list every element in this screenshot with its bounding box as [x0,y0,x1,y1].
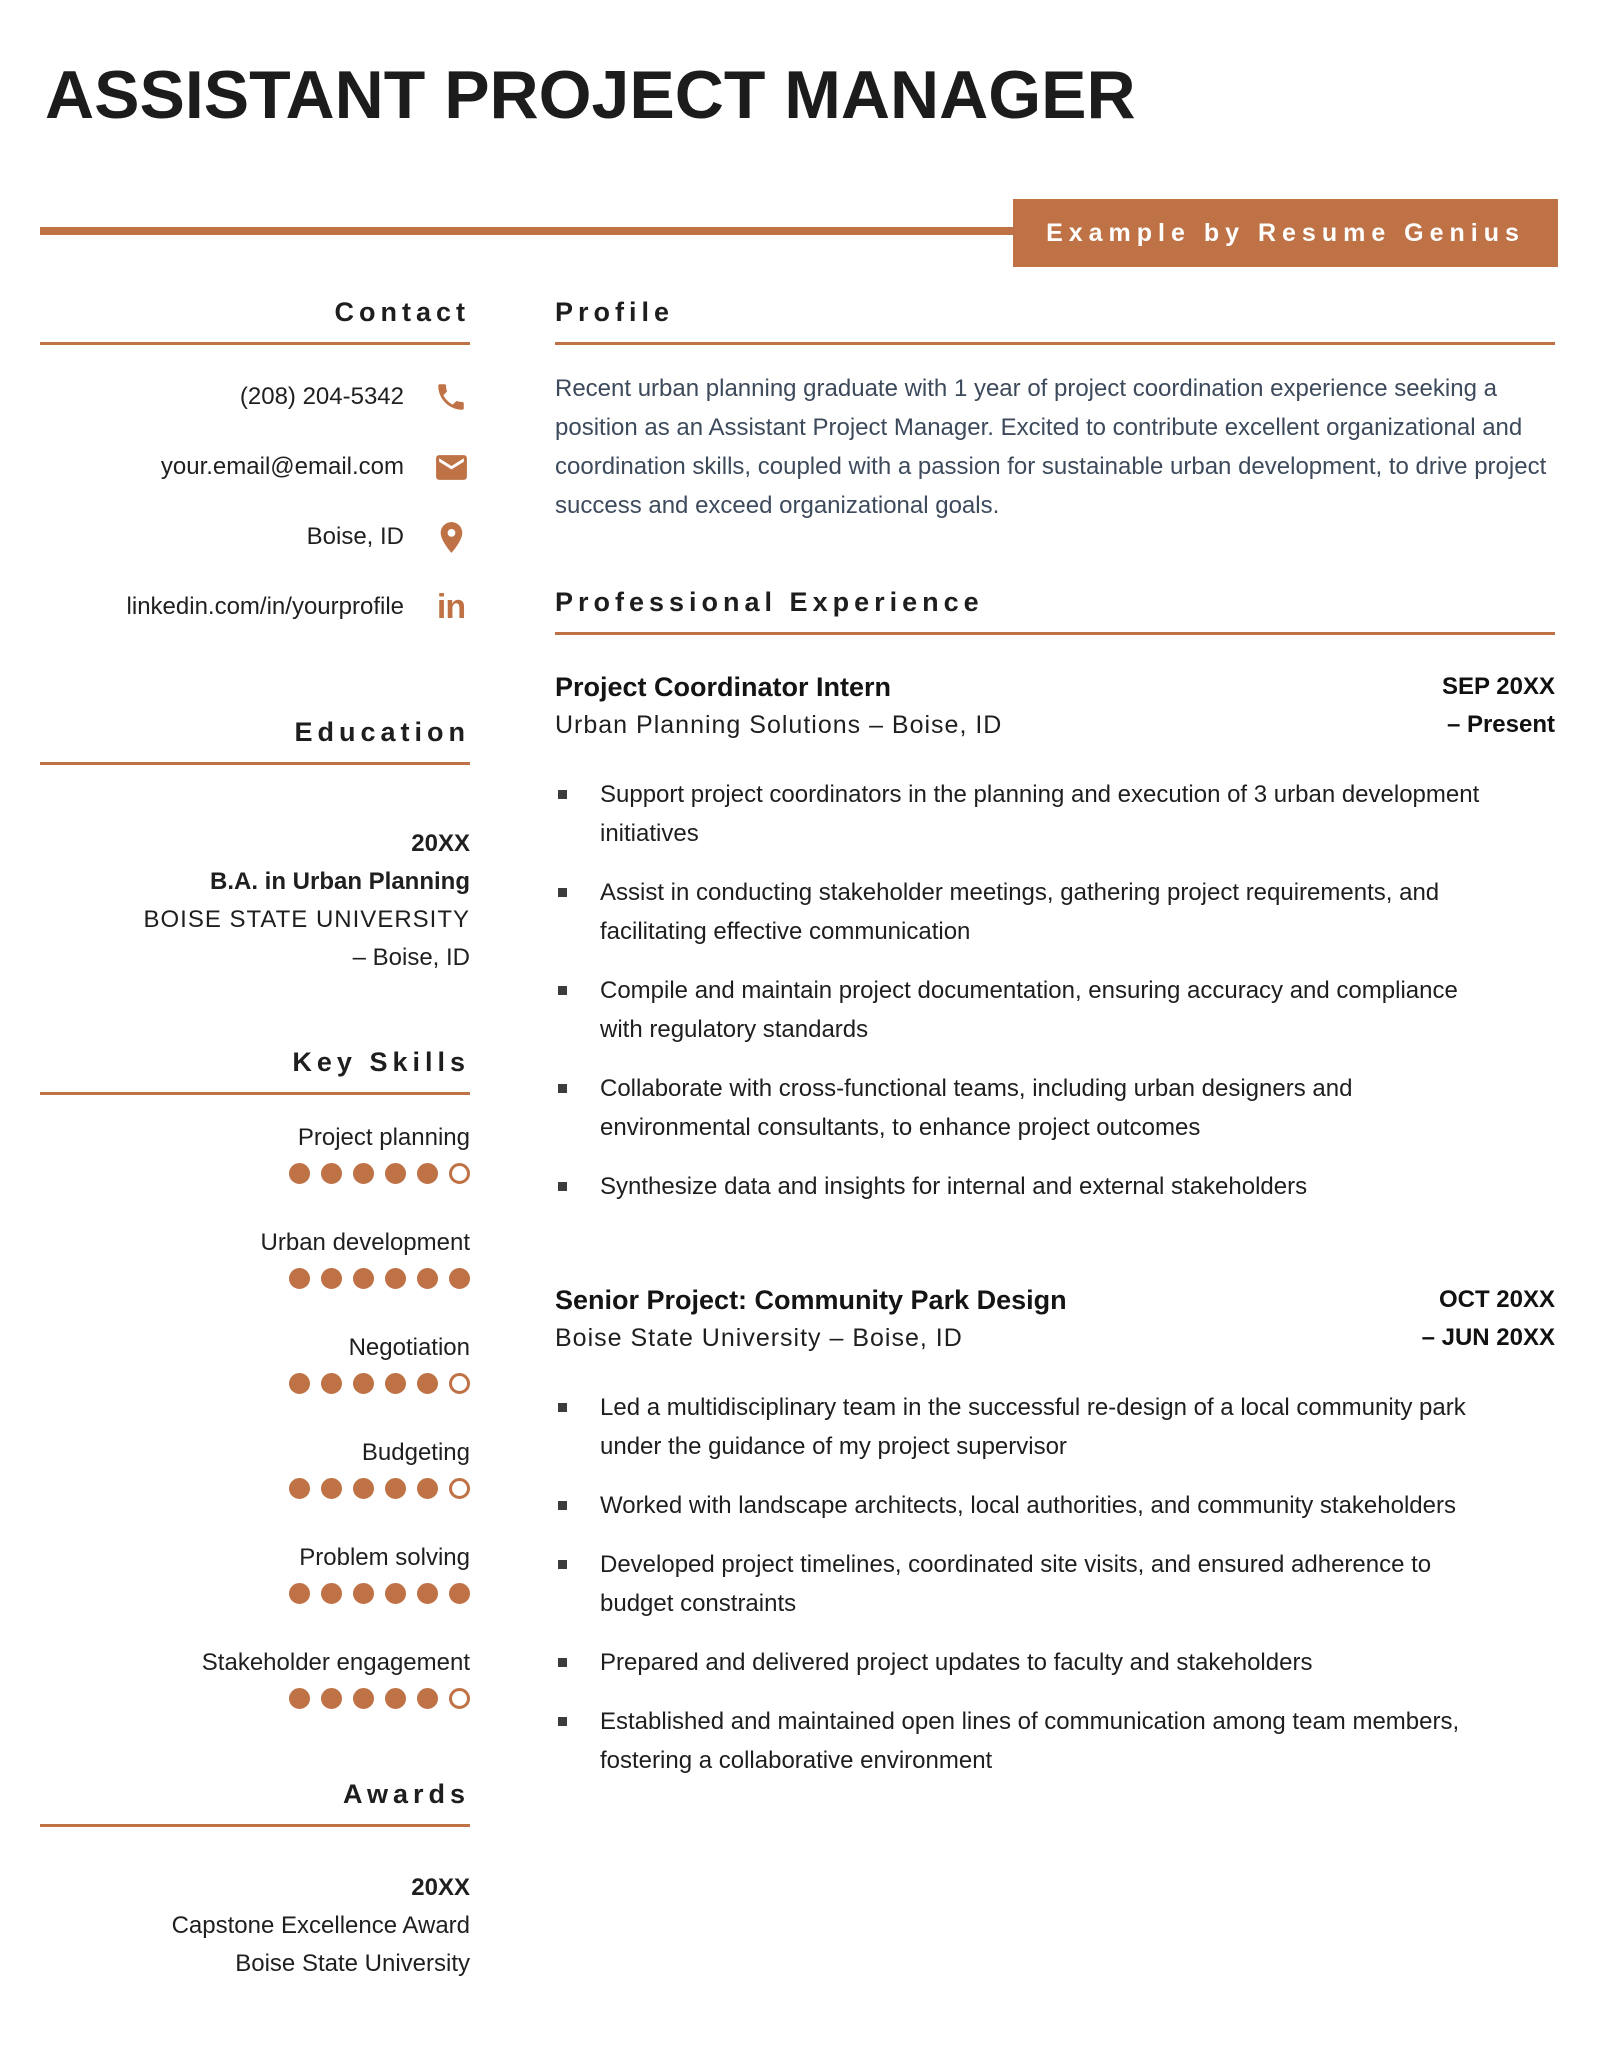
job-header [555,671,1555,741]
bullet-text: Collaborate with cross-functional teams, including urban designers and environmental consultants, to enhance project outcomes [600,1075,1353,1141]
jobs-list [555,671,1555,1780]
job-dates [1422,1284,1555,1354]
job-bullet-list [555,775,1490,1206]
bullet-item [555,775,1490,853]
bullet-item [555,1388,1490,1466]
award-entry [40,1869,470,1983]
skill-dot-filled-icon [417,1163,438,1184]
skills-section [40,1047,470,1709]
skill-label: Urban development [260,1229,470,1256]
skill-rating [40,1268,470,1289]
bullet-item [555,971,1490,1049]
square-bullet-icon [558,986,567,995]
job-entry [555,671,1555,1206]
bullet-text: Led a multidisciplinary team in the successful re-design of a local community park under the guidance of my project supervisor [600,1394,1466,1460]
skill-rating [40,1373,470,1394]
skill-label: Budgeting [361,1439,470,1466]
awards-section [40,1779,470,1983]
square-bullet-icon [558,1501,567,1510]
contact-item [40,515,470,559]
bullet-item [555,1702,1490,1780]
linkedin-icon: in [436,588,466,626]
skill-dot-filled-icon [289,1163,310,1184]
education-school: BOISE STATE UNIVERSITY [143,906,470,933]
phone-icon [432,378,470,416]
experience-section [555,587,1555,1780]
skill-dot-filled-icon [449,1583,470,1604]
skill-dot-filled-icon [417,1688,438,1709]
job-date-start: SEP 20XX [1442,673,1555,700]
contact-value: (208) 204-5342 [239,383,404,410]
contact-heading: Contact [40,297,470,345]
bullet-text: Worked with landscape architects, local authorities, and community stakeholders [600,1492,1456,1519]
skill-dot-filled-icon [417,1373,438,1394]
square-bullet-icon [558,1560,567,1569]
location-pin-icon [432,518,470,556]
skill-dot-filled-icon [289,1268,310,1289]
banner-label: Example by Resume Genius [1046,218,1525,247]
header-band [0,199,1600,267]
skill-item [40,1333,470,1394]
education-entry [40,825,470,977]
envelope-icon [432,448,470,486]
content-columns [0,297,1600,1983]
square-bullet-icon [558,1403,567,1412]
skill-dot-filled-icon [385,1268,406,1289]
contact-item [40,375,470,419]
job-organization: Boise State University – Boise, ID [555,1324,963,1352]
skill-dot-filled-icon [385,1478,406,1499]
skill-dot-filled-icon [353,1268,374,1289]
skill-rating [40,1163,470,1184]
bullet-text: Assist in conducting stakeholder meetings, gathering project requirements, and facilitating effective communication [600,879,1440,945]
skills-list [40,1123,470,1709]
job-organization: Urban Planning Solutions – Boise, ID [555,711,1003,739]
square-bullet-icon [558,1084,567,1093]
skill-label: Stakeholder engagement [201,1649,470,1676]
main-column [555,297,1555,1983]
skill-dot-filled-icon [289,1373,310,1394]
square-bullet-icon [558,888,567,897]
job-title: Senior Project: Community Park Design [555,1285,1067,1315]
skill-dot-filled-icon [353,1583,374,1604]
skill-dot-filled-icon [353,1373,374,1394]
skill-rating [40,1478,470,1499]
award-title: Capstone Excellence Award [171,1912,470,1939]
skill-dot-empty-icon [449,1163,470,1184]
profile-summary: Recent urban planning graduate with 1 year of project coordination experience seeking a position as an Assistant Project Manager. Excited to contribute excellent organizational and coordination skills, coupled with a passion for sustainable urban development, to drive project success and exceed organizational goals. [555,375,1547,519]
skill-dot-filled-icon [353,1163,374,1184]
education-location: – Boise, ID [352,944,470,971]
job-date-end: – JUN 20XX [1421,1324,1555,1351]
skill-item [40,1648,470,1709]
square-bullet-icon [558,1717,567,1726]
education-heading: Education [40,717,470,765]
bullet-text: Established and maintained open lines of communication among team members, fostering a collaborative environment [600,1708,1460,1774]
brand-banner [1013,199,1558,267]
bullet-item [555,1069,1490,1147]
education-degree: B.A. in Urban Planning [209,868,470,895]
skill-dot-filled-icon [321,1583,342,1604]
skill-rating [40,1688,470,1709]
skill-dot-empty-icon [449,1478,470,1499]
education-year: 20XX [411,830,470,857]
skill-dot-filled-icon [417,1478,438,1499]
skill-dot-filled-icon [321,1478,342,1499]
skill-item [40,1228,470,1289]
education-section [40,717,470,977]
profile-heading: Profile [555,297,1555,345]
award-issuer: Boise State University [235,1950,470,1977]
skill-dot-empty-icon [449,1688,470,1709]
bullet-text: Synthesize data and insights for internal and external stakeholders [600,1173,1308,1200]
skills-heading: Key Skills [40,1047,470,1095]
skill-dot-filled-icon [321,1163,342,1184]
contact-value: linkedin.com/in/yourprofile [126,593,404,620]
skill-item [40,1123,470,1184]
bullet-item [555,1167,1490,1206]
page-title: ASSISTANT PROJECT MANAGER [45,57,1136,133]
award-year: 20XX [411,1874,470,1901]
skill-dot-filled-icon [321,1373,342,1394]
square-bullet-icon [558,1182,567,1191]
skill-label: Project planning [297,1124,470,1151]
skill-dot-filled-icon [449,1268,470,1289]
awards-heading: Awards [40,1779,470,1827]
experience-heading: Professional Experience [555,587,1555,635]
skill-item [40,1543,470,1604]
bullet-item [555,1486,1490,1525]
skill-label: Negotiation [348,1334,470,1361]
job-title: Project Coordinator Intern [555,672,892,702]
profile-section [555,297,1555,525]
skill-dot-filled-icon [385,1163,406,1184]
bullet-text: Support project coordinators in the planning and execution of 3 urban development initiatives [600,781,1480,847]
bullet-item [555,1643,1490,1682]
job-date-start: OCT 20XX [1438,1286,1555,1313]
contact-section [40,297,470,629]
skill-dot-filled-icon [289,1583,310,1604]
skill-label: Problem solving [299,1544,470,1571]
skill-dot-filled-icon [321,1688,342,1709]
square-bullet-icon [558,790,567,799]
skill-dot-filled-icon [385,1373,406,1394]
skill-item [40,1438,470,1499]
contact-item [40,585,470,629]
job-entry [555,1284,1555,1780]
skill-dot-filled-icon [289,1478,310,1499]
header-rule [40,227,1045,235]
contact-value: your.email@email.com [160,453,404,480]
square-bullet-icon [558,1658,567,1667]
job-dates [1442,671,1555,741]
skill-rating [40,1583,470,1604]
job-bullet-list [555,1388,1490,1780]
contact-list [40,375,470,629]
skill-dot-filled-icon [289,1688,310,1709]
skill-dot-filled-icon [353,1688,374,1709]
skill-dot-filled-icon [321,1268,342,1289]
skill-dot-filled-icon [353,1478,374,1499]
contact-value: Boise, ID [306,523,404,550]
skill-dot-filled-icon [385,1688,406,1709]
skill-dot-filled-icon [417,1268,438,1289]
bullet-item [555,1545,1490,1623]
contact-item [40,445,470,489]
job-date-end: – Present [1446,711,1555,738]
skill-dot-filled-icon [385,1583,406,1604]
bullet-text: Prepared and delivered project updates to faculty and stakeholders [600,1649,1313,1676]
job-header [555,1284,1555,1354]
sidebar [40,297,470,1983]
skill-dot-empty-icon [449,1373,470,1394]
bullet-item [555,873,1490,951]
skill-dot-filled-icon [417,1583,438,1604]
bullet-text: Developed project timelines, coordinated site visits, and ensured adherence to budget constraints [600,1551,1432,1617]
bullet-text: Compile and maintain project documentation, ensuring accuracy and compliance with regulatory standards [600,977,1458,1043]
